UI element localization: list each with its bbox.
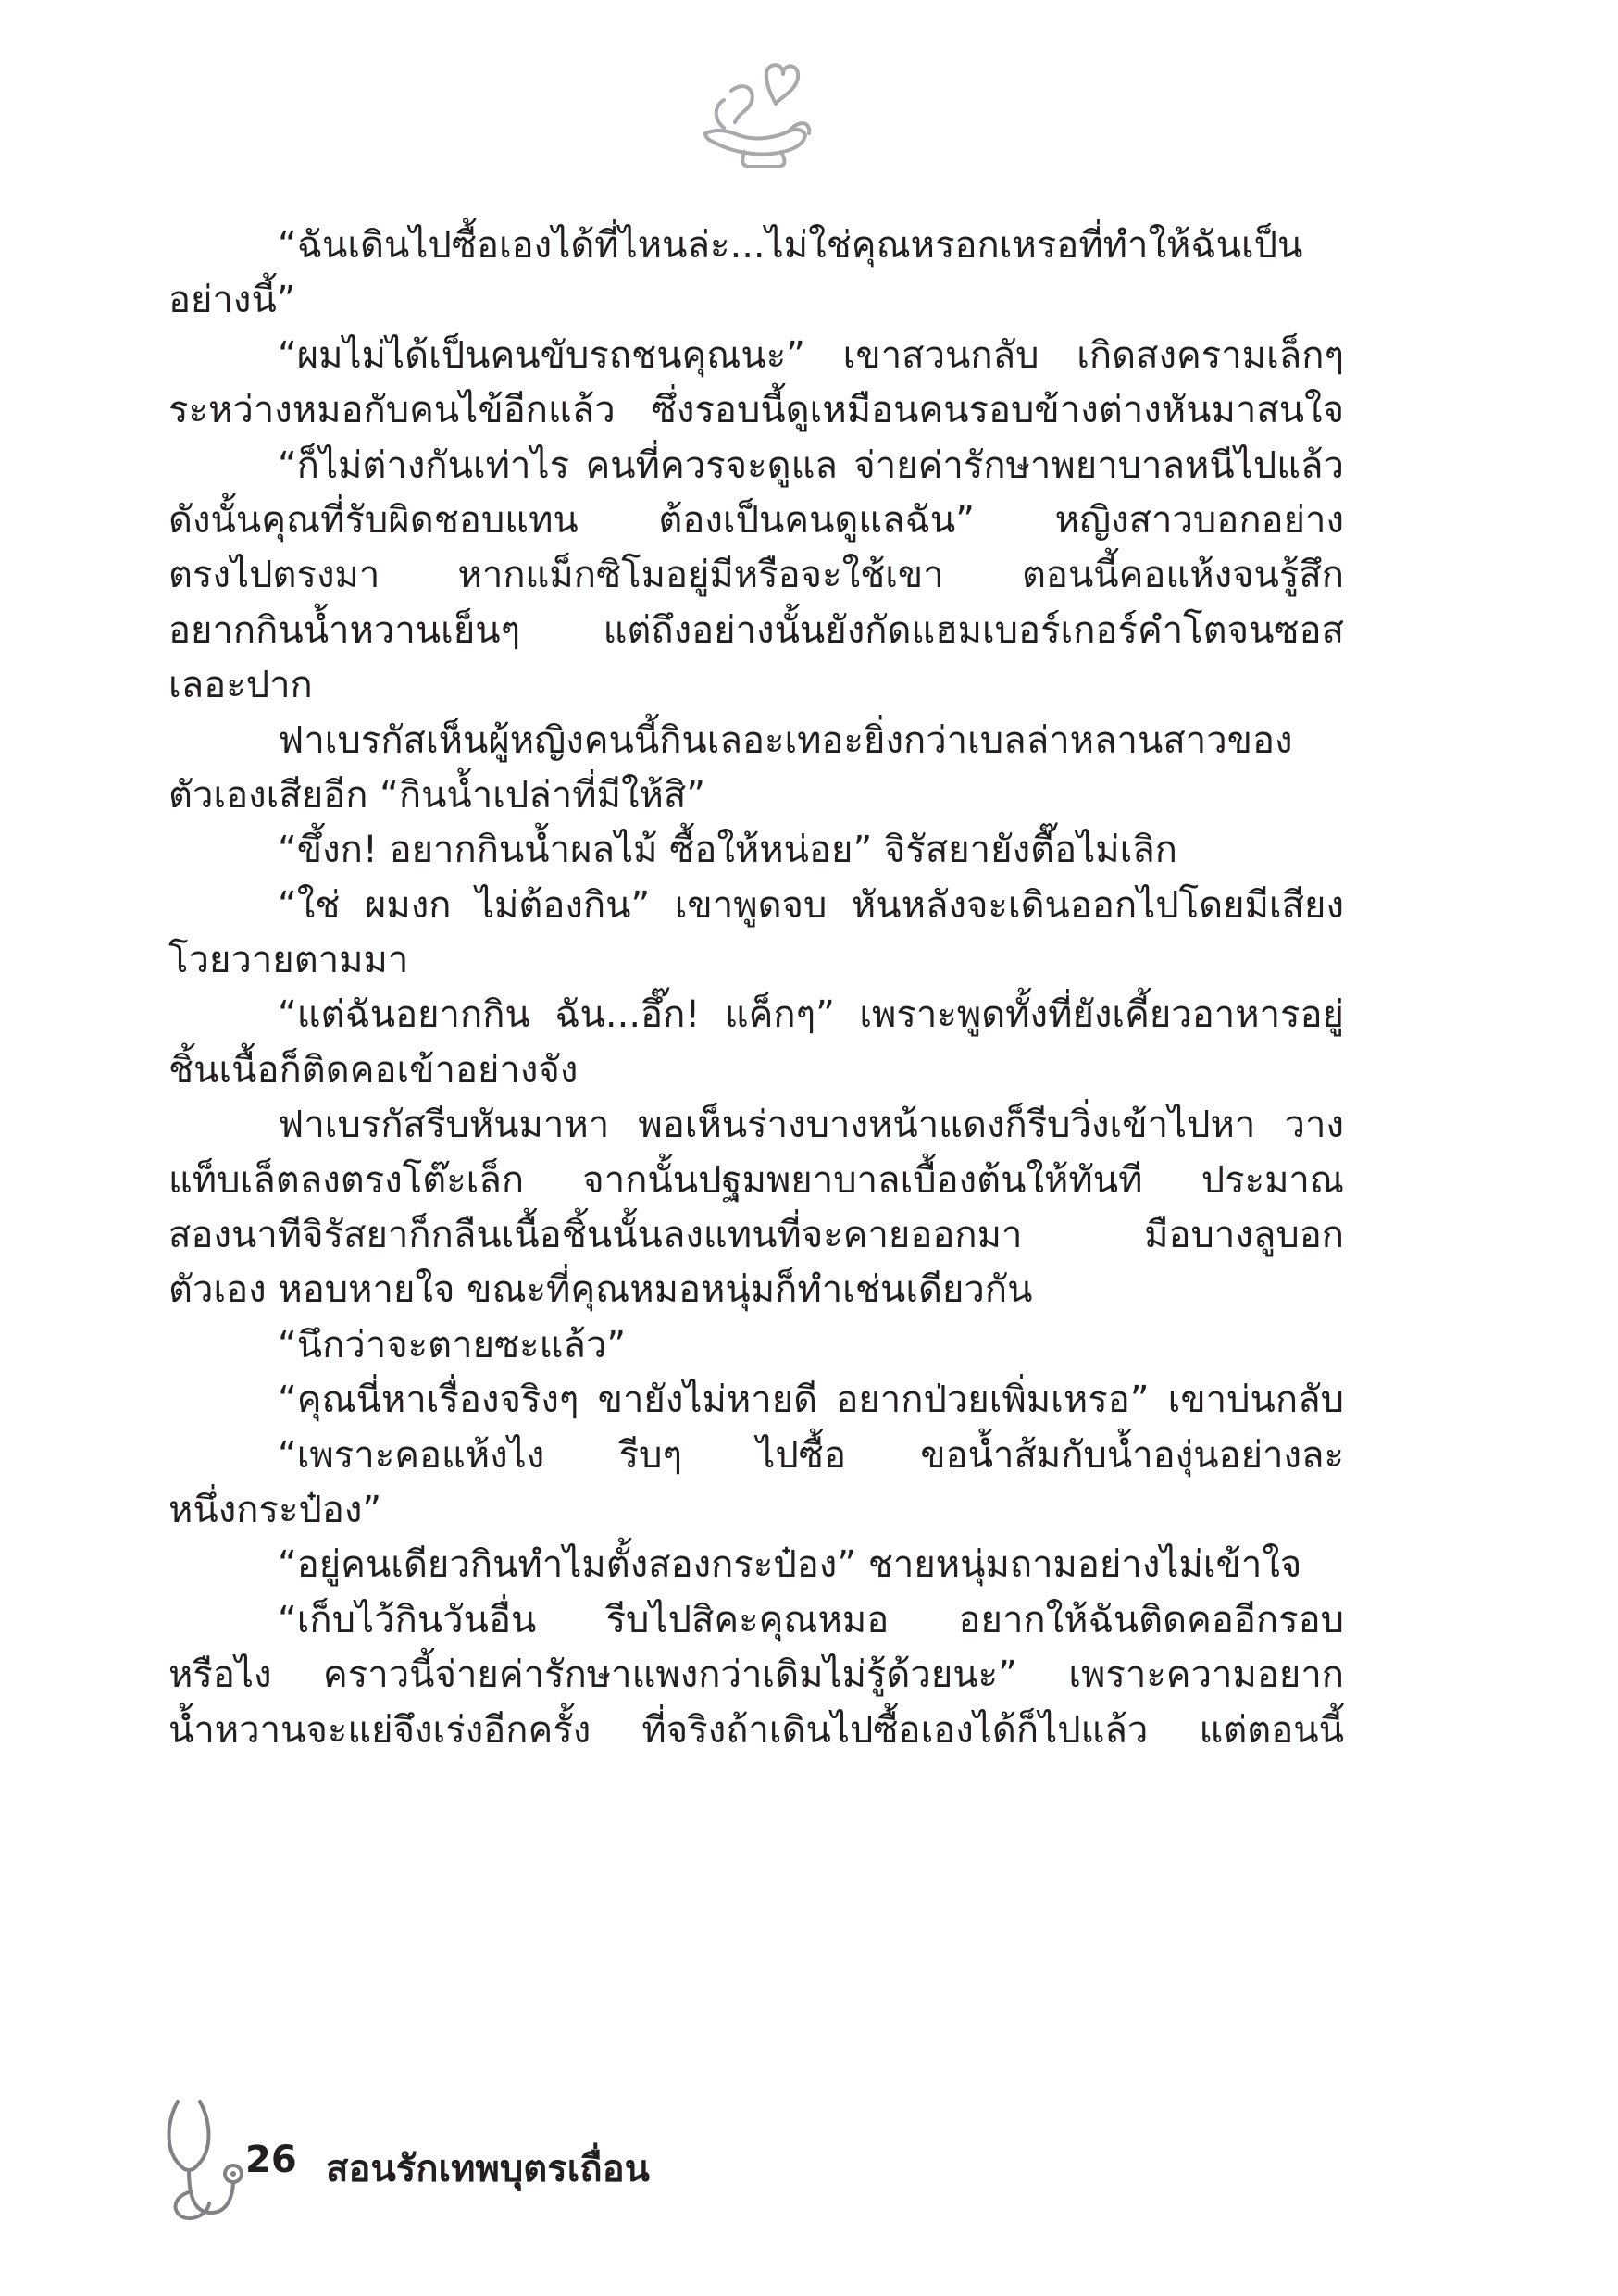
text-line: ตัวเอง หอบหายใจ ขณะที่คุณหมอหนุ่มก็ทำเช่นเดียวกัน [168, 1268, 1033, 1312]
genie-lamp-heart-icon [687, 54, 816, 174]
text-line: ระหว่างหมอกับคนไข้อีกแล้ว ซึ่งรอบนี้ดูเหมือนคนรอบข้างต่างหันมาสนใจ [168, 389, 1344, 432]
text-line: อยากกินน้ำหวานเย็นๆ แต่ถึงอย่างนั้นยังกัดแฮมเบอร์เกอร์คำโตจนซอส [168, 608, 1344, 652]
page-footer [157, 2094, 805, 2224]
page-number: 26 [245, 2139, 297, 2181]
text-line: “เพราะคอแห้งไง รีบๆ ไปซื้อ ขอน้ำส้มกับน้ำองุ่นอย่างละ [278, 1433, 1344, 1477]
text-line: “นึกว่าจะตายซะแล้ว” [278, 1323, 627, 1366]
text-line: “คุณนี่หาเรื่องจริงๆ ขายังไม่หายดี อยากป่วยเพิ่มเหรอ” เขาบ่นกลับ [278, 1379, 1344, 1422]
text-line: “ผมไม่ได้เป็นคนขับรถชนคุณนะ” เขาสวนกลับ เกิดสงครามเล็กๆ [278, 333, 1344, 377]
text-line: สองนาทีจิรัสยาก็กลืนเนื้อชิ้นนั้นลงแทนที่จะคายออกมา มือบางลูบอก [168, 1214, 1344, 1257]
text-line: อย่างนี้” [168, 279, 296, 322]
text-line: “ฉันเดินไปซื้อเองได้ที่ไหนล่ะ...ไม่ใช่คุณหรอกเหรอที่ทำให้ฉันเป็น [278, 224, 1303, 267]
text-line: โวยวายตามมา [168, 939, 409, 982]
text-line: “อยู่คนเดียวกินทำไมตั้งสองกระป๋อง” ชายหนุ่มถามอย่างไม่เข้าใจ [278, 1543, 1302, 1587]
text-line: “ใช่ ผมงก ไม่ต้องกิน” เขาพูดจบ หันหลังจะเดินออกไปโดยมีเสียง [278, 883, 1344, 927]
text-line: หนึ่งกระป๋อง” [168, 1488, 382, 1531]
text-line: ดังนั้นคุณที่รับผิดชอบแทน ต้องเป็นคนดูแลฉัน” หญิงสาวบอกอย่าง [168, 498, 1344, 542]
text-line: “ก็ไม่ต่างกันเท่าไร คนที่ควรจะดูแล จ่ายค่ารักษาพยาบาลหนีไปแล้ว [278, 443, 1344, 487]
text-line: แท็บเล็ตลงตรงโต๊ะเล็ก จากนั้นปฐมพยาบาลเบื้องต้นให้ทันที ประมาณ [168, 1158, 1344, 1202]
text-line: เลอะปาก [168, 664, 313, 707]
book-title: สอนรักเทพบุตรเถื่อน [326, 2148, 650, 2190]
text-line: ชิ้นเนื้อก็ติดคอเข้าอย่างจัง [168, 1048, 579, 1092]
text-line: หรือไง คราวนี้จ่ายค่ารักษาแพงกว่าเดิมไม่รู้ด้วยนะ” เพราะความอยาก [168, 1653, 1344, 1697]
stethoscope-icon [157, 2094, 259, 2224]
text-line: “แต่ฉันอยากกิน ฉัน...อึ๊ก! แค็กๆ” เพราะพูดทั้งที่ยังเคี้ยวอาหารอยู่ [278, 993, 1344, 1037]
text-line: ฟาเบรกัสเห็นผู้หญิงคนนี้กินเลอะเทอะยิ่งกว่าเบลล่าหลานสาวของ [278, 718, 1293, 762]
text-line: ตรงไปตรงมา หากแม็กซิโมอยู่มีหรือจะใช้เขา ตอนนี้คอแห้งจนรู้สึก [168, 554, 1344, 597]
body-text [168, 218, 1344, 1758]
text-line: “เก็บไว้กินวันอื่น รีบไปสิคะคุณหมอ อยากให้ฉันติดคออีกรอบ [278, 1598, 1344, 1641]
text-line: “ขึ้งก! อยากกินน้ำผลไม้ ซื้อให้หน่อย” จิรัสยายังตื๊อไม่เลิก [278, 829, 1177, 872]
text-line: ตัวเองเสียอีก “กินน้ำเปล่าที่มีให้สิ” [168, 773, 706, 817]
text-line: ฟาเบรกัสรีบหันมาหา พอเห็นร่างบางหน้าแดงก็รีบวิ่งเข้าไปหา วาง [278, 1104, 1344, 1147]
text-line: น้ำหวานจะแย่จึงเร่งอีกครั้ง ที่จริงถ้าเดินไปซื้อเองได้ก็ไปแล้ว แต่ตอนนี้ [168, 1708, 1344, 1752]
